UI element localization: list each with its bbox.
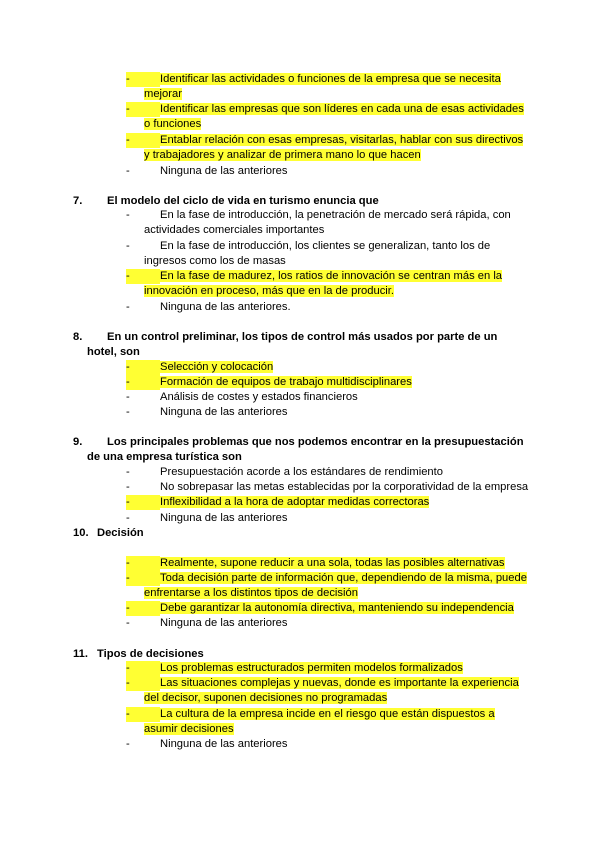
answer-option bbox=[126, 511, 536, 526]
option-text: Formación de equipos de trabajo multidisciplinares bbox=[160, 376, 412, 388]
bullet-dash: - bbox=[126, 360, 160, 375]
option-text-continued: o funciones bbox=[144, 118, 202, 130]
answer-option bbox=[126, 465, 536, 480]
bullet-dash: - bbox=[126, 102, 160, 117]
option-text: Toda decisión parte de información que, dependiendo de la misma, puede bbox=[160, 572, 527, 584]
option-text: Ninguna de las anteriores. bbox=[160, 301, 291, 313]
question-number: 11. bbox=[73, 648, 88, 660]
option-text-continued: asumir decisiones bbox=[144, 723, 234, 735]
answer-option bbox=[126, 164, 536, 179]
question-heading bbox=[73, 526, 543, 541]
option-text: Ninguna de las anteriores bbox=[160, 617, 288, 629]
bullet-dash: - bbox=[126, 495, 160, 510]
answer-option bbox=[126, 269, 536, 299]
bullet-dash: - bbox=[126, 617, 130, 629]
option-text: Entablar relación con esas empresas, visitarlas, hablar con sus directivos bbox=[160, 134, 524, 146]
answer-option bbox=[126, 616, 536, 631]
bullet-dash: - bbox=[126, 466, 130, 478]
question-number: 9. bbox=[73, 436, 83, 448]
bullet-dash: - bbox=[126, 556, 160, 571]
bullet-dash: - bbox=[126, 661, 160, 676]
answer-option bbox=[126, 239, 536, 269]
option-text-continued: innovación en proceso, más que en la de producir. bbox=[144, 285, 395, 297]
bullet-dash: - bbox=[126, 240, 130, 252]
answer-option bbox=[126, 360, 536, 375]
option-text: Ninguna de las anteriores bbox=[160, 512, 288, 524]
answer-option bbox=[126, 737, 536, 752]
option-text: Debe garantizar la autonomía directiva, manteniendo su independencia bbox=[160, 602, 514, 614]
bullet-dash: - bbox=[126, 676, 160, 691]
question-title: En un control preliminar, los tipos de control más usados por parte de un bbox=[107, 331, 498, 343]
bullet-dash: - bbox=[126, 165, 130, 177]
option-text-continued: ingresos como los de masas bbox=[144, 255, 286, 267]
question-title: Los principales problemas que nos podemos encontrar en la presupuestación bbox=[107, 436, 524, 448]
option-text: Ninguna de las anteriores bbox=[160, 165, 288, 177]
question-title: Decisión bbox=[97, 527, 144, 539]
bullet-dash: - bbox=[126, 601, 160, 616]
bullet-dash: - bbox=[126, 512, 130, 524]
question-heading bbox=[73, 330, 543, 360]
question-heading bbox=[73, 194, 543, 209]
option-text-continued: del decisor, suponen decisiones no programadas bbox=[144, 692, 388, 704]
answer-option bbox=[126, 480, 536, 495]
bullet-dash: - bbox=[126, 391, 130, 403]
bullet-dash: - bbox=[126, 133, 160, 148]
question-title-continued: de una empresa turística son bbox=[87, 451, 242, 463]
option-text-continued: enfrentarse a los distintos tipos de decisión bbox=[144, 587, 358, 599]
option-text: Ninguna de las anteriores bbox=[160, 406, 288, 418]
bullet-dash: - bbox=[126, 375, 160, 390]
option-text-continued: y trabajadores y analizar de primera mano lo que hacen bbox=[144, 149, 421, 161]
answer-option bbox=[126, 300, 536, 315]
option-text: Análisis de costes y estados financieros bbox=[160, 391, 358, 403]
question-number: 8. bbox=[73, 331, 83, 343]
bullet-dash: - bbox=[126, 406, 130, 418]
option-text: Las situaciones complejas y nuevas, donde es importante la experiencia bbox=[160, 677, 519, 689]
option-text: En la fase de madurez, los ratios de innovación se centran más en la bbox=[160, 270, 503, 282]
answer-option bbox=[126, 676, 536, 706]
option-text: Realmente, supone reducir a una sola, todas las posibles alternativas bbox=[160, 557, 505, 569]
answer-option bbox=[126, 72, 536, 102]
option-text: Presupuestación acorde a los estándares de rendimiento bbox=[160, 466, 443, 478]
answer-option bbox=[126, 390, 536, 405]
question-title: El modelo del ciclo de vida en turismo enuncia que bbox=[107, 195, 379, 207]
option-text: Identificar las empresas que son líderes en cada una de esas actividades bbox=[160, 103, 524, 115]
question-heading bbox=[73, 435, 543, 465]
bullet-dash: - bbox=[126, 72, 160, 87]
bullet-dash: - bbox=[126, 571, 160, 586]
answer-option bbox=[126, 495, 536, 510]
bullet-dash: - bbox=[126, 269, 160, 284]
answer-option bbox=[126, 405, 536, 420]
option-text-continued: actividades comerciales importantes bbox=[144, 224, 325, 236]
option-text: En la fase de introducción, la penetración de mercado será rápida, con bbox=[160, 209, 511, 221]
option-text: Selección y colocación bbox=[160, 361, 274, 373]
option-text: Identificar las actividades o funciones de la empresa que se necesita bbox=[160, 73, 501, 85]
answer-option bbox=[126, 102, 536, 132]
answer-option bbox=[126, 661, 536, 676]
answer-option bbox=[126, 208, 536, 238]
answer-option bbox=[126, 601, 536, 616]
answer-option bbox=[126, 707, 536, 737]
answer-option bbox=[126, 556, 536, 571]
question-number: 7. bbox=[73, 195, 83, 207]
bullet-dash: - bbox=[126, 738, 130, 750]
option-text: En la fase de introducción, los clientes se generalizan, tanto los de bbox=[160, 240, 491, 252]
option-text: Inflexibilidad a la hora de adoptar medidas correctoras bbox=[160, 496, 430, 508]
question-title-continued: hotel, son bbox=[87, 346, 140, 358]
option-text: Ninguna de las anteriores bbox=[160, 738, 288, 750]
answer-option bbox=[126, 133, 536, 163]
answer-option bbox=[126, 375, 536, 390]
bullet-dash: - bbox=[126, 301, 130, 313]
answer-option bbox=[126, 571, 536, 601]
bullet-dash: - bbox=[126, 707, 160, 722]
bullet-dash: - bbox=[126, 481, 130, 493]
option-text-continued: mejorar bbox=[144, 88, 182, 100]
option-text: La cultura de la empresa incide en el riesgo que están dispuestos a bbox=[160, 708, 495, 720]
question-title: Tipos de decisiones bbox=[97, 648, 204, 660]
question-number: 10. bbox=[73, 527, 89, 539]
bullet-dash: - bbox=[126, 209, 130, 221]
option-text: Los problemas estructurados permiten modelos formalizados bbox=[160, 662, 463, 674]
option-text: No sobrepasar las metas establecidas por la corporatividad de la empresa bbox=[160, 481, 529, 493]
question-heading bbox=[73, 647, 543, 662]
